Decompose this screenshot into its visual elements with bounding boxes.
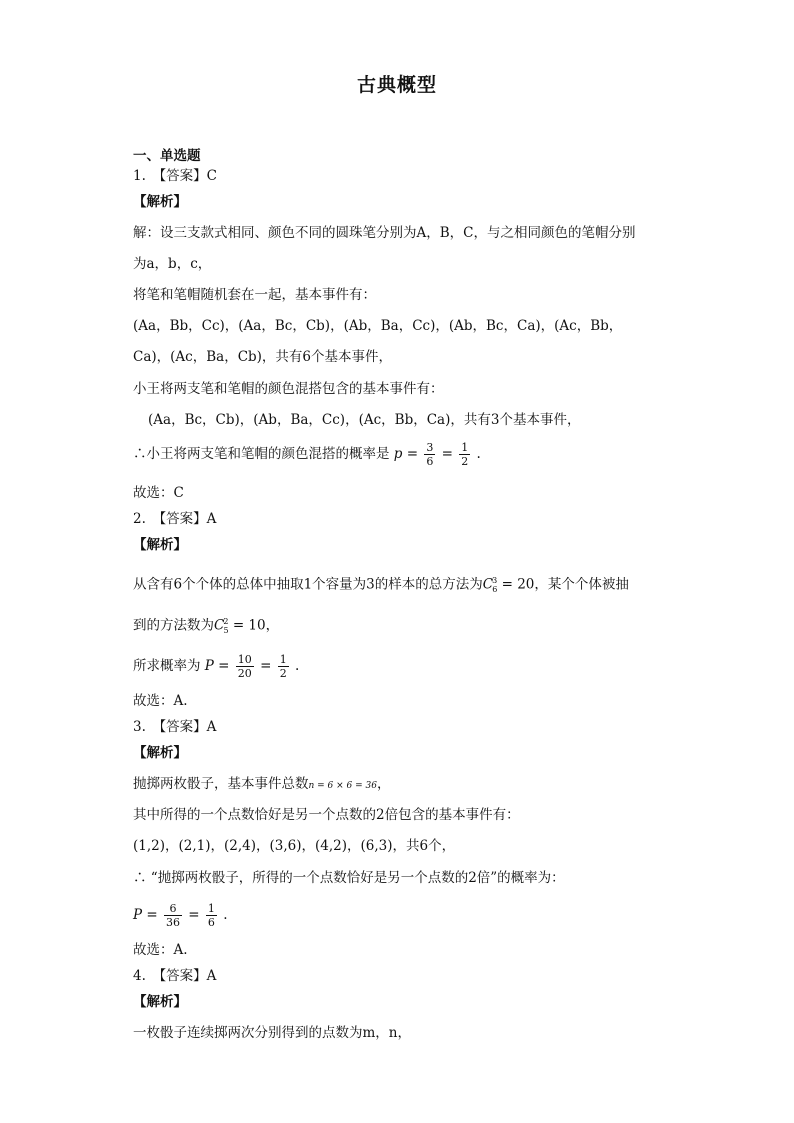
q2-answer: 2. 【答案】A (133, 511, 217, 527)
q2-line-1: 从含有6个个体的总体中抽取1个容量为3的样本的总方法为$C^3_6 = 20$，某个个体被抽 (133, 576, 629, 595)
q3-answer: 3. 【答案】A (133, 719, 217, 735)
q2-fraction-1: $\frac{10}{20}$ (237, 653, 252, 680)
q2-line-2: 到的方法数为$C^2_5 = 10$， (133, 617, 280, 636)
q1-line-6: 小王将两支笔和笔帽的颜色混搭包含的基本事件有： (133, 381, 444, 397)
q3-fraction-1: $\frac{6}{36}$ (165, 902, 180, 929)
q2-analysis-label: 【解析】 (133, 537, 187, 553)
q1-probability-line (133, 441, 481, 468)
q1-period: . (476, 446, 481, 462)
q1-result: 故选：C (133, 485, 184, 501)
q1-line-3: 将笔和笔帽随机套在一起，基本事件有： (133, 287, 376, 303)
q1-analysis-label: 【解析】 (133, 194, 187, 210)
q1-line-7: (Aa，Bc，Cb)，(Ab，Ba，Cc)，(Ac，Bb，Ca)，共有3个基本事件， (148, 412, 581, 428)
q3-probability-line: P = $\frac{6}{36}$ = $\frac{1}{6}$ . (133, 902, 228, 929)
q1-line-5: Ca)，(Ac，Ba，Cb)，共有6个基本事件， (133, 349, 393, 365)
q3-line-3: (1,2)，(2,1)，(2,4)，(3,6)，(4,2)，(6,3)，共6个， (133, 838, 456, 854)
q4-answer: 4. 【答案】A (133, 968, 217, 984)
q2-result: 故选：A. (133, 693, 188, 709)
q1-answer: 1. 【答案】C (133, 168, 217, 184)
q1-line-1: 解：设三支款式相同、颜色不同的圆珠笔分别为A，B，C，与之相同颜色的笔帽分别 (133, 225, 636, 241)
q2-fraction-2: $\frac{1}{2}$ (279, 653, 287, 680)
page-title: 古典概型 (356, 74, 437, 96)
q4-line-1: 一枚骰子连续掷两次分别得到的点数为m，n， (133, 1025, 411, 1041)
q3-fraction-2: $\frac{1}{6}$ (207, 902, 215, 929)
q3-analysis-label: 【解析】 (133, 745, 187, 761)
q1-probability-text: ∴小王将两支笔和笔帽的颜色混搭的概率是 (133, 446, 390, 462)
q1-line-4: (Aa，Bb，Cc)，(Aa，Bc，Cb)，(Ab，Ba，Cc)，(Ab，Bc，Ca)，(Ac，Bb， (133, 318, 623, 334)
q3-line-1: 抛掷两枚骰子，基本事件总数n = 6 × 6 = 36， (133, 776, 391, 792)
q3-result: 故选：A. (133, 942, 188, 958)
q3-line-2: 其中所得的一个点数恰好是另一个点数的2倍包含的基本事件有： (133, 807, 520, 823)
q1-probability-var: p = (393, 446, 419, 462)
q3-line-4: ∴ “抛掷两枚骰子，所得的一个点数恰好是另一个点数的2倍”的概率为： (133, 870, 565, 886)
q1-equals: = (441, 446, 453, 462)
section-heading: 一、单选题 (133, 148, 201, 164)
q2-probability-line: 所求概率为 P = $\frac{10}{20}$ = $\frac{1}{2}$ . (133, 653, 300, 680)
q1-fraction-2: $\frac{1}{2}$ (461, 441, 469, 468)
q1-line-2: 为a，b，c， (133, 256, 212, 272)
q1-fraction-1: $\frac{3}{6}$ (426, 441, 434, 468)
q4-analysis-label: 【解析】 (133, 994, 187, 1010)
